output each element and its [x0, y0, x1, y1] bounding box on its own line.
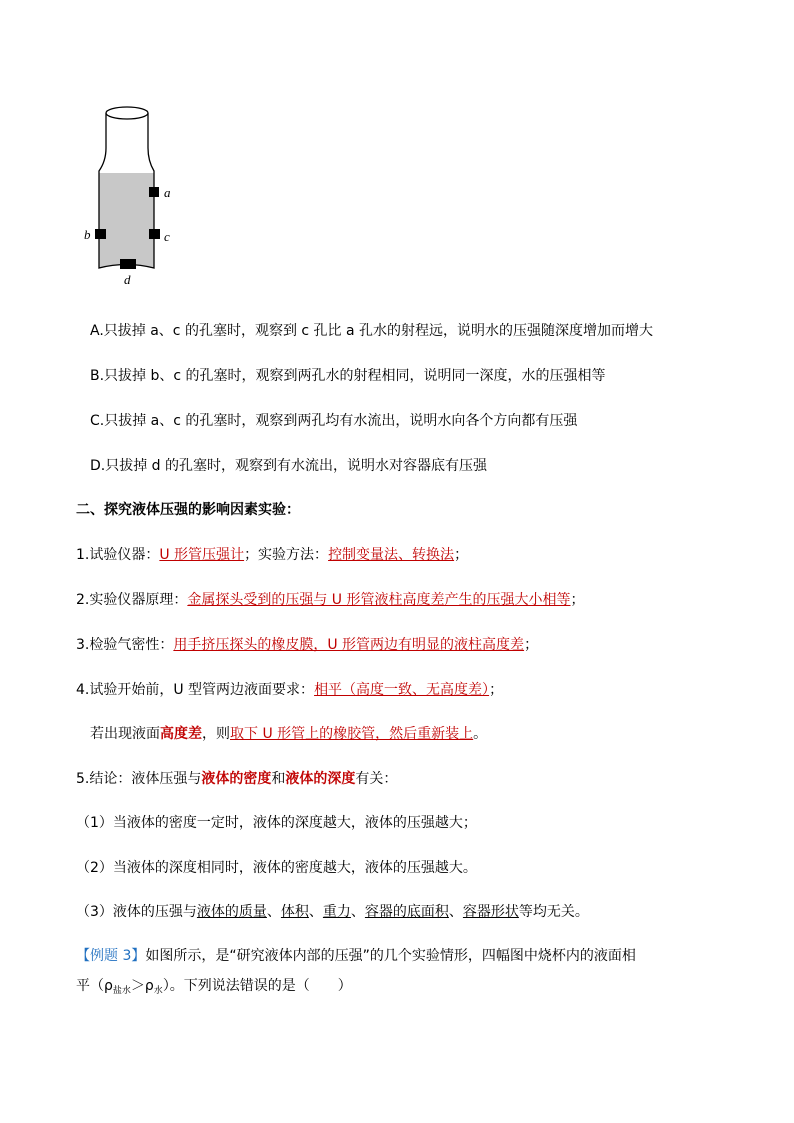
- example-3-line-2: [76, 976, 352, 1001]
- hole-d-plug: [120, 259, 136, 269]
- item-4-suffix: ；: [489, 682, 504, 698]
- container-mouth: [106, 107, 148, 119]
- hole-a-plug: [149, 187, 159, 197]
- water-subscript: 水: [153, 986, 163, 996]
- item-3-prefix: 3.检验气密性：: [76, 637, 174, 653]
- item-1: [76, 545, 468, 565]
- example-3-tag: 【例题 3】: [76, 948, 146, 964]
- conclusion-3-suffix: 等均无关。: [518, 904, 589, 920]
- example-3-text-2a: 平（ρ: [76, 978, 113, 994]
- conclusion-3: [76, 902, 589, 922]
- item-3-answer: 用手挤压探头的橡皮膜，U 形管两边有明显的液柱高度差: [173, 637, 525, 653]
- item-2-suffix: ；: [570, 592, 585, 608]
- container-figure: [76, 103, 196, 293]
- conclusion-3-u4: 容器的底面积: [364, 904, 449, 920]
- example-3-text-1: 如图所示，是“研究液体内部的压强”的几个实验情形，四幅图中烧杯内的液面相: [145, 948, 636, 964]
- item-5-suffix: 有关：: [355, 771, 398, 787]
- water-fill: [99, 173, 154, 268]
- item-1-mid: ；实验方法：: [244, 547, 329, 563]
- label-c: c: [164, 229, 170, 244]
- item-1-answer-2: 控制变量法、转换法: [328, 547, 455, 563]
- item-4b-bold: 高度差: [160, 726, 202, 742]
- item-2: [76, 590, 585, 610]
- option-a: A.只拔掉 a、c 的孔塞时，观察到 c 孔比 a 孔水的射程远，说明水的压强随深度增加而增大: [90, 323, 654, 339]
- salt-water-subscript: 盐水: [112, 986, 131, 996]
- item-1-prefix: 1.试验仪器：: [76, 547, 160, 563]
- hole-c-plug: [149, 229, 160, 239]
- example-3-line-1: [76, 946, 636, 966]
- item-4b-answer: 取下 U 形管上的橡胶管，然后重新装上: [230, 726, 474, 742]
- item-5-bold-1: 液体的密度: [201, 771, 272, 787]
- section-heading: 二、探究液体压强的影响因素实验：: [76, 502, 300, 518]
- conclusion-3-u1: 液体的质量: [196, 904, 267, 920]
- item-5: [76, 769, 397, 789]
- item-4: [76, 680, 503, 700]
- option-c: C.只拔掉 a、c 的孔塞时，观察到两孔均有水流出，说明水向各个方向都有压强: [90, 413, 578, 429]
- item-1-answer-1: U 形管压强计: [159, 547, 245, 563]
- item-4b-suffix: 。: [473, 726, 488, 742]
- item-3: [76, 635, 538, 655]
- conclusion-1: （1）当液体的密度一定时，液体的深度越大，液体的压强越大；: [76, 815, 477, 831]
- conclusion-3-u5: 容器形状: [462, 904, 519, 920]
- item-5-mid: 和: [271, 771, 286, 787]
- item-1-suffix: ；: [454, 547, 469, 563]
- example-3-text-2b: ＞ρ: [130, 978, 154, 994]
- conclusion-3-s1: 、: [266, 904, 281, 920]
- label-d: d: [124, 272, 131, 287]
- option-d: D.只拔掉 d 的孔塞时，观察到有水流出，说明水对容器底有压强: [90, 458, 488, 474]
- item-3-suffix: ；: [524, 637, 539, 653]
- conclusion-3-u2: 体积: [280, 904, 309, 920]
- item-5-prefix: 5.结论：液体压强与: [76, 771, 202, 787]
- item-4-prefix: 4.试验开始前，U 型管两边液面要求：: [76, 682, 315, 698]
- item-2-answer: 金属探头受到的压强与 U 形管液柱高度差产生的压强大小相等: [187, 592, 571, 608]
- conclusion-3-s4: 、: [448, 904, 463, 920]
- hole-b-plug: [95, 229, 106, 239]
- item-2-prefix: 2.实验仪器原理：: [76, 592, 188, 608]
- conclusion-3-prefix: （3）液体的压强与: [76, 904, 197, 920]
- item-4b-prefix: 若出现液面: [90, 726, 160, 742]
- example-3-text-2c: ）。下列说法错误的是（ ）: [162, 978, 352, 994]
- label-a: a: [164, 185, 171, 200]
- conclusion-2: （2）当液体的深度相同时，液体的密度越大，液体的压强越大。: [76, 860, 477, 876]
- conclusion-3-s3: 、: [350, 904, 365, 920]
- item-4b: [90, 724, 487, 744]
- conclusion-3-s2: 、: [308, 904, 323, 920]
- conclusion-3-u3: 重力: [322, 904, 351, 920]
- item-5-bold-2: 液体的深度: [285, 771, 356, 787]
- label-b: b: [84, 227, 91, 242]
- item-4-answer: 相平（高度一致、无高度差）: [314, 682, 490, 698]
- option-b: B.只拔掉 b、c 的孔塞时，观察到两孔水的射程相同，说明同一深度，水的压强相等: [90, 368, 606, 384]
- item-4b-mid: ，则: [202, 726, 230, 742]
